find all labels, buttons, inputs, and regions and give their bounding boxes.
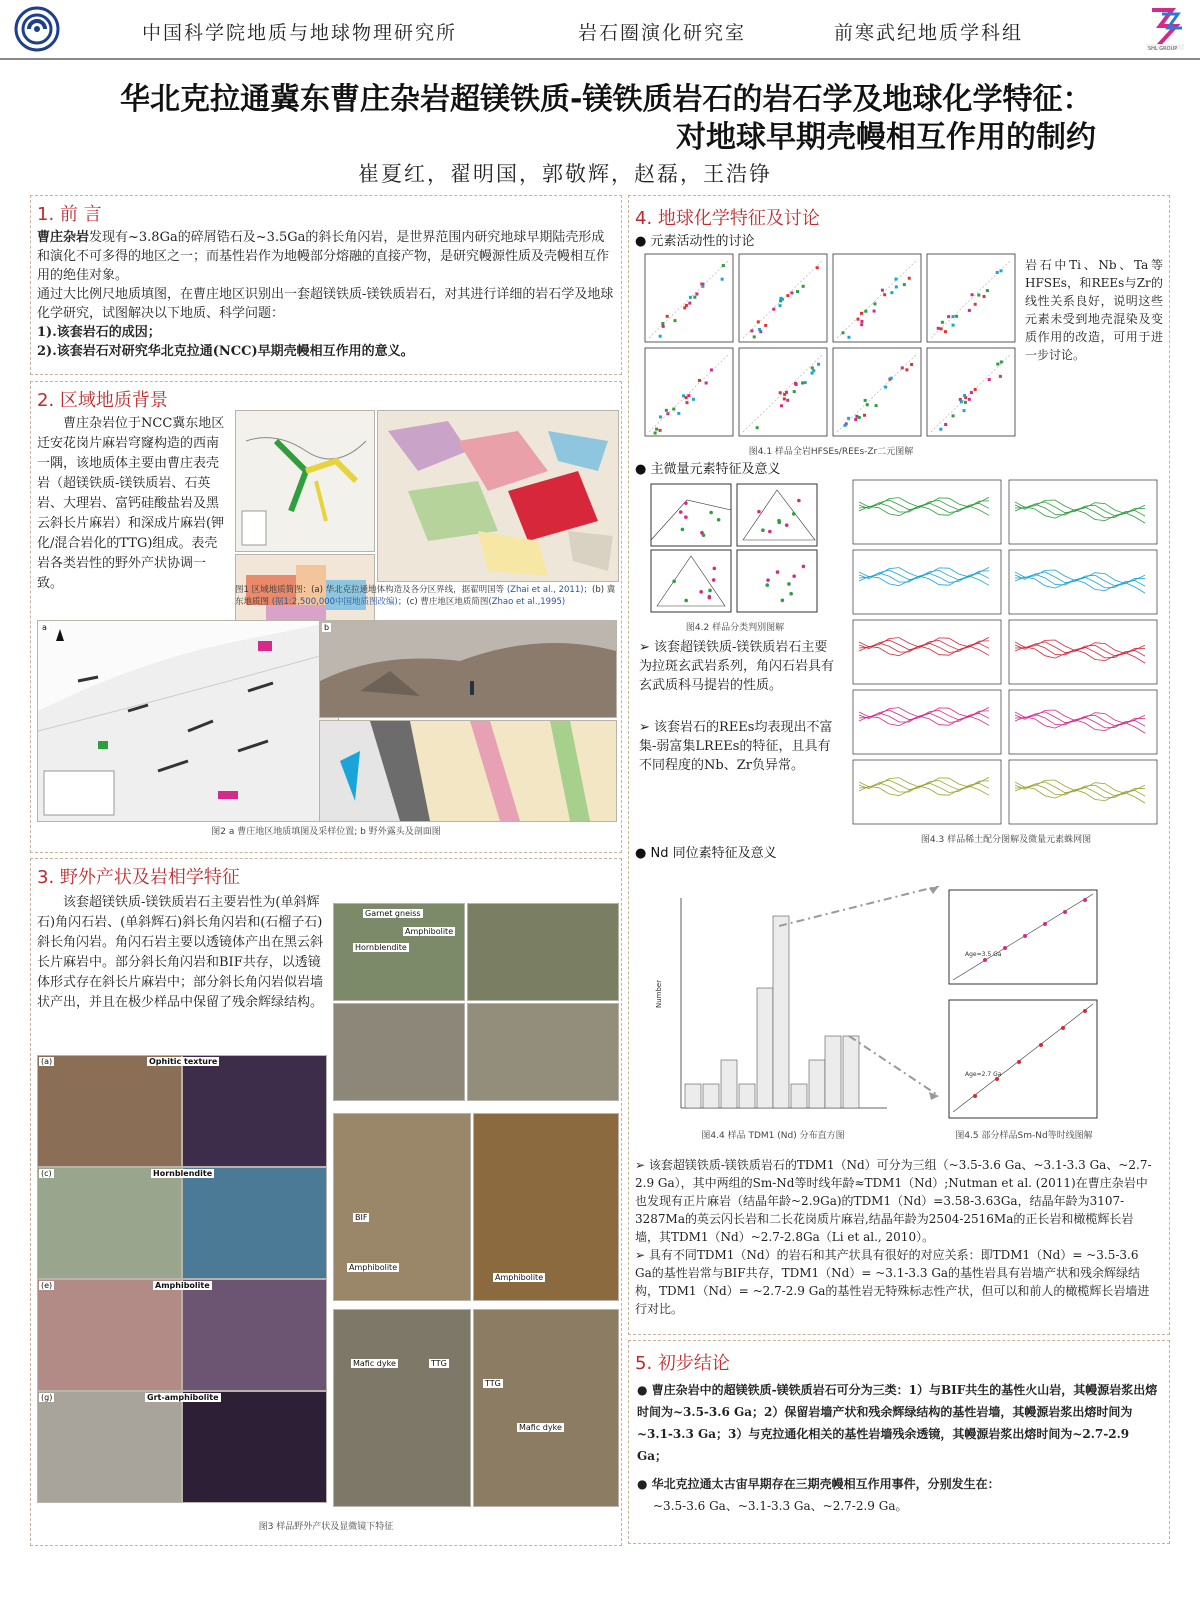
scatter-point <box>764 324 767 327</box>
scatter-point <box>756 426 759 429</box>
class-point <box>776 570 780 574</box>
field-label-amphibolite-3: Amphibolite <box>495 1273 544 1282</box>
class-point <box>781 599 785 603</box>
scatter-point <box>695 292 698 295</box>
section-5-title: 5. 初步结论 <box>635 1353 730 1374</box>
isochron-point <box>1063 910 1067 914</box>
scatter-point <box>939 428 942 431</box>
class-point <box>684 515 688 519</box>
cas-logo-icon <box>12 6 62 52</box>
section-field-petrography <box>30 858 622 1546</box>
scatter-point <box>908 277 911 280</box>
scatter-point <box>654 432 657 435</box>
scatter-point <box>710 368 713 371</box>
nd-bullet-2: ➢ 具有不同TDM1（Nd）的岩石和其产状具有很好的对应关系：即TDM1（Nd）= ~3.5-3.6 Ga的基性岩常与BIF共存，TDM1（Nd）= ~3.1-3.3 Ga的基性岩具有岩墙产状和残余辉绿结构，TDM1（Nd）= ~2.7-2.9 Ga的基性岩无特殊标志性产状，但可以和前人的橄榄辉长岩墙进行对比。 <box>635 1248 1150 1316</box>
scatter-point <box>783 393 786 396</box>
micro-letter-g: (g) <box>41 1393 53 1402</box>
scatter-point <box>801 381 804 384</box>
isochron-point <box>1017 1060 1021 1064</box>
scatter-point <box>662 325 665 328</box>
micro-letter-a: (a) <box>41 1057 53 1066</box>
scatter-point <box>672 408 675 411</box>
scatter-point <box>947 315 950 318</box>
class-point <box>672 579 676 583</box>
scatter-point <box>666 412 669 415</box>
class-point <box>789 592 793 596</box>
scatter-point <box>974 388 977 391</box>
section-geochemistry <box>628 195 1170 1335</box>
field-photo-d <box>467 1003 619 1101</box>
fig1-map-c <box>377 410 619 582</box>
scatter-point <box>894 278 897 281</box>
svg-text:SHL GROUP: SHL GROUP <box>1148 46 1178 52</box>
field-label-hornblendite: Hornblendite <box>355 943 407 952</box>
fig1-caption: 图1 区域地质简图：(a) 华北克拉通地体构造及各分区界线，据翟明国等 (Zhai et al., 2011)；(b) 冀东地质图 (据1:2,500,000中国地质图改编)；(c) 曹庄地区地质简图(Zhao et al.,1995) <box>235 585 616 607</box>
scatter-point <box>804 381 807 384</box>
class-point <box>684 501 688 505</box>
hist-bar <box>739 1084 755 1108</box>
scatter-point <box>937 327 940 330</box>
scatter-point <box>793 390 796 393</box>
micro-label-amphibolite: Amphibolite <box>155 1281 210 1290</box>
dashed-arrows <box>779 886 959 1106</box>
class-point <box>768 530 772 534</box>
micrograph-grt-amphibolite-xpl <box>182 1391 327 1503</box>
scatter-point <box>860 323 863 326</box>
spider-panel <box>853 550 1001 614</box>
field-photo-bif-1 <box>333 1113 471 1301</box>
scatter-point <box>941 321 944 324</box>
isochron-point <box>1043 922 1047 926</box>
field-photo-b <box>467 903 619 1001</box>
class-point <box>802 565 806 569</box>
micrograph-amphibolite-ppl <box>37 1279 182 1391</box>
scatter-point <box>683 306 686 309</box>
class-point <box>681 528 685 532</box>
scatter-point <box>999 375 1002 378</box>
micrograph-amphibolite-xpl <box>182 1279 327 1391</box>
scatter-point <box>816 266 819 269</box>
spider-panel <box>853 480 1001 544</box>
section-regional-geology <box>30 381 622 853</box>
class-point <box>785 523 789 527</box>
scatter-point <box>666 315 669 318</box>
regional-text: 曹庄杂岩位于NCC冀东地区迁安花岗片麻岩穹窿构造的西南一隅，该地质体主要由曹庄表壳岩（超镁铁质-镁铁质岩、石英岩、大理岩、富钙硅酸盐岩及黑云斜长片麻岩）和深成片麻岩(钾化/混合岩化的TTG)组成。表壳岩各类岩性的野外产状协调一致。 <box>37 416 225 591</box>
class-point <box>713 567 717 571</box>
class-point <box>679 510 683 514</box>
hist-bar <box>703 1084 719 1108</box>
isochron-point <box>983 958 987 962</box>
scatter-point <box>860 320 863 323</box>
class-point <box>717 518 721 522</box>
scatter-point <box>659 429 662 432</box>
fig3-caption: 图3 样品野外产状及显微镜下特征 <box>258 1522 394 1532</box>
scatter-point <box>677 412 680 415</box>
field-label-mafic-dyke-2: Mafic dyke <box>519 1423 562 1432</box>
scatter-point <box>952 315 955 318</box>
spider-panel <box>853 690 1001 754</box>
group-name: 前寒武纪地质学科组 <box>834 22 1024 44</box>
class-point <box>684 599 688 603</box>
fig2-outcrop-photo <box>319 620 617 718</box>
micrograph-ophitic-xpl <box>182 1055 327 1167</box>
field-label-amphibolite-1: Amphibolite <box>405 927 454 936</box>
scatter-point <box>884 386 887 389</box>
intro-paragraph-2: 通过大比例尺地质填图，在曹庄地区识别出一套超镁铁质-镁铁质岩石，对其进行详细的岩石学及地球化学研究，试图解决以下地质、科学问题： <box>37 287 614 321</box>
section-1-title: 1. 前 言 <box>37 204 102 225</box>
conclusion-1: ● 曹庄杂岩中的超镁铁质-镁铁质岩石可分为三类：1）与BIF共生的基性火山岩，其幔源岩浆出熔时间为~3.5-3.6 Ga；2）保留岩墙产状和残余辉绿结构的基性岩墙，其幔源岩浆出熔时间为~3.1-3.3 Ga；3）与克拉通化相关的基性岩墙残余透镜，其幔源岩浆出熔时间为~2.7-2.9 Ga； <box>637 1383 1158 1463</box>
fig45-isochron-lower <box>945 996 1101 1122</box>
scatter-point <box>698 379 701 382</box>
hist-ylabel: Number <box>655 979 663 1008</box>
fig45-isochron-upper <box>945 886 1101 988</box>
hist-bar <box>721 1060 737 1108</box>
scatter-point <box>790 291 793 294</box>
field-photo-dyke-1 <box>333 1309 471 1507</box>
scatter-point <box>811 366 814 369</box>
scatter-point <box>940 327 943 330</box>
micro-label-grt-amphibolite: Grt-amphibolite <box>147 1393 219 1402</box>
scatter-point <box>686 401 689 404</box>
fig43-caption: 图4.3 样品稀土配分图解及微量元素蛛网图 <box>920 835 1092 845</box>
scatter-point <box>968 398 971 401</box>
scatter-point <box>786 294 789 297</box>
scatter-point <box>685 396 688 399</box>
isochron-point <box>1039 1043 1043 1047</box>
class-point <box>757 510 761 514</box>
intro-text <box>37 228 615 361</box>
class-point <box>792 512 796 516</box>
scatter-point <box>854 418 857 421</box>
scatter-point <box>758 328 761 331</box>
lab-name: 岩石圈演化研究室 <box>578 22 747 44</box>
scatter-point <box>971 293 974 296</box>
scatter-point <box>682 394 685 397</box>
scatter-point <box>881 289 884 292</box>
authors: 崔夏红，翟明国，郭敬辉，赵磊，王浩铮 <box>358 162 772 186</box>
poster-title-line2: 对地球早期壳幔相互作用的制约 <box>676 120 1096 155</box>
iso-label-lower: Age=2.7 Ga <box>965 1071 1002 1078</box>
iso-label-upper: Age=3.5 Ga <box>965 951 1002 958</box>
scatter-point <box>796 290 799 293</box>
micrograph-hornblendite-ppl <box>37 1167 182 1279</box>
scatter-point <box>844 424 847 427</box>
micro-label-hornblendite: Hornblendite <box>153 1169 213 1178</box>
scatter-point <box>687 394 690 397</box>
scatter-point <box>955 315 958 318</box>
field-label-garnet-gneiss: Garnet gneiss <box>365 909 421 918</box>
scatter-point <box>883 293 886 296</box>
intro-paragraph-1: 发现有~3.8Ga的碎屑锆石及~3.5Ga的斜长角闪岩，是世界范围内研究地球早期陆壳形成和演化不可多得的地区之一；而基性岩作为地幔部分熔融的直接产物，是研究幔源性质及壳幔相互作用的绝佳对象。 <box>37 230 610 283</box>
fig45-caption: 图4.5 部分样品Sm-Nd等时线图解 <box>955 1131 1093 1141</box>
scatter-point <box>692 398 695 401</box>
micrograph-hornblendite-xpl <box>182 1167 327 1279</box>
scatter-point <box>701 285 704 288</box>
scatter-point <box>986 289 989 292</box>
scatter-point <box>901 366 904 369</box>
scatter-point <box>783 397 786 400</box>
scatter-point <box>970 391 973 394</box>
scatter-point <box>779 304 782 307</box>
scatter-point <box>673 319 676 322</box>
nd-bullet-1: ➢ 该套超镁铁质-镁铁质岩石的TDM1（Nd）可分为三组（~3.5-3.6 Ga、~3.1-3.3 Ga、~2.7-2.9 Ga），其中两组的Sm-Nd等时线年龄≈TDM1（Nd）;Nutman et al. (2011)在曹庄杂岩中也发现有正片麻岩（结晶年龄~2.9Ga)的TDM1（Nd）=3.58-3.63Ga，结晶年龄为3107-3287Ma的英云闪长岩和二长花岗质片麻岩,结晶年龄为2504-2516Ma的正长岩和橄榄辉长岩墙，其TDM1（Nd）~2.7-2.8Ga（Li et al., 2010）。 <box>635 1158 1152 1244</box>
isochron-point <box>973 1094 977 1098</box>
fig42-classification-diagrams <box>647 480 823 618</box>
scatter-point <box>659 335 662 338</box>
micro-letter-c: (c) <box>41 1169 52 1178</box>
scatter-point <box>974 303 977 306</box>
class-point <box>699 590 703 594</box>
field-label-bif: BIF <box>355 1213 368 1222</box>
scatter-point <box>817 363 820 366</box>
field-label-ttg-2: TTG <box>485 1379 501 1388</box>
scatter-point <box>860 312 863 315</box>
scatter-point <box>1000 360 1003 363</box>
class-point <box>709 511 713 515</box>
sub-major-trace: ● 主微量元素特征及意义 <box>635 462 781 477</box>
scatter-point <box>944 423 947 426</box>
scatter-point <box>910 363 913 366</box>
scatter-point <box>996 363 999 366</box>
scatter-point <box>750 329 753 332</box>
scatter-point <box>977 294 980 297</box>
fig43-ree-spider-diagrams <box>851 478 1161 830</box>
conclusion-2: ● 华北克拉通太古宙早期存在三期壳幔相互作用事件，分别发生在： ~3.5-3.6 Ga、~3.1-3.3 Ga、~2.7-2.9 Ga。 <box>637 1477 1000 1513</box>
scatter-point <box>705 381 708 384</box>
scatter-point <box>689 296 692 299</box>
class-point <box>708 589 712 593</box>
fig44-caption: 图4.4 样品 TDM1 (Nd) 分布直方图 <box>701 1131 845 1141</box>
scatter-point <box>952 324 955 327</box>
fig2-map-a <box>37 620 339 822</box>
isochron-point <box>1023 934 1027 938</box>
field-label-ttg-1: TTG <box>431 1359 447 1368</box>
scatter-point <box>858 416 861 419</box>
section-2-title: 2. 区域地质背景 <box>37 390 168 411</box>
hist-bar <box>685 1084 701 1108</box>
fig2-cross-section <box>319 720 617 822</box>
scatter-point <box>875 404 878 407</box>
scatter-point <box>786 399 789 402</box>
scatter-point <box>802 285 805 288</box>
scatter-point <box>665 409 668 412</box>
class-point <box>700 531 704 535</box>
section-3-title: 3. 野外产状及岩相学特征 <box>37 867 240 888</box>
scatter-point <box>779 297 782 300</box>
scatter-point <box>983 295 986 298</box>
section-conclusions <box>628 1340 1170 1544</box>
field-label-amphibolite-2: Amphibolite <box>349 1263 398 1272</box>
scatter-point <box>721 278 724 281</box>
scatter-point <box>842 331 845 334</box>
scatter-point <box>661 322 664 325</box>
field-photo-grid <box>333 903 617 1507</box>
sub-nd-isotope: ● Nd 同位素特征及意义 <box>635 846 777 861</box>
scatter-point <box>864 310 867 313</box>
scatter-point <box>890 377 893 380</box>
scatter-point <box>655 428 658 431</box>
fig2-label-a: a <box>42 623 47 632</box>
scatter-point <box>905 368 908 371</box>
scatter-point <box>988 378 991 381</box>
fig1-map-a <box>235 410 375 552</box>
scatter-point <box>779 391 782 394</box>
poster-title-line1: 华北克拉通冀东曹庄杂岩超镁铁质-镁铁质岩石的岩石学及地球化学特征： <box>120 82 1093 117</box>
scatter-point <box>968 309 971 312</box>
scatter-point <box>847 417 850 420</box>
class-point <box>792 574 796 578</box>
spider-panel <box>853 620 1001 684</box>
section-introduction <box>30 195 622 375</box>
institute-name: 中国科学院地质与地球物理研究所 <box>142 22 458 44</box>
scatter-point <box>1000 269 1003 272</box>
scatter-point <box>963 409 966 412</box>
field-photo-c <box>333 1003 465 1101</box>
class-point <box>765 583 769 587</box>
micrograph-grt-amphibolite-ppl <box>37 1391 182 1503</box>
scatter-point <box>873 302 876 305</box>
scatter-point <box>866 403 869 406</box>
scatter-point <box>856 318 859 321</box>
class-point <box>787 582 791 586</box>
scatter-point <box>794 382 797 385</box>
scatter-point <box>903 283 906 286</box>
scatter-point <box>693 296 696 299</box>
micro-letter-e: (e) <box>41 1281 53 1290</box>
scatter-point <box>659 415 662 418</box>
header-bar <box>0 0 1200 60</box>
scatter-point <box>688 302 691 305</box>
intro-bold-term: 曹庄杂岩 <box>37 230 90 245</box>
micrograph-ophitic-ppl <box>37 1055 182 1167</box>
micrograph-grid <box>37 1055 327 1507</box>
fig2-label-b: b <box>324 623 330 632</box>
group-logo-icon <box>1138 4 1190 54</box>
field-photo-dyke-2 <box>473 1309 619 1507</box>
scatter-point <box>863 414 866 417</box>
scatter-point <box>996 271 999 274</box>
scatter-point <box>890 291 893 294</box>
class-point <box>712 578 716 582</box>
scatter-point <box>952 414 955 417</box>
scatter-point <box>811 372 814 375</box>
isochron-point <box>1083 1009 1087 1013</box>
intro-question-1: 1).该套岩石的成因； <box>37 325 161 340</box>
fig41-caption: 图4.1 样品全岩HFSEs/REEs-Zr二元图解 <box>748 447 914 457</box>
scatter-point <box>944 330 947 333</box>
scatter-point <box>873 310 876 313</box>
section-4-title: 4. 地球化学特征及讨论 <box>635 208 820 229</box>
scatter-point <box>864 399 867 402</box>
scatter-point <box>722 264 725 267</box>
class-point <box>761 528 765 532</box>
scatter-point <box>964 401 967 404</box>
fig41-scatter-grid <box>643 252 1019 442</box>
scatter-point <box>780 404 783 407</box>
element-mobility-text: 岩石中Ti、Nb、Ta等HFSEs，和REEs与Zr的线性关系良好，说明这些元素未受到地壳混染及变质作用的改造，可用于进一步讨论。 <box>1025 258 1163 362</box>
scatter-point <box>772 308 775 311</box>
scatter-point <box>960 400 963 403</box>
scatter-point <box>757 320 760 323</box>
scatter-point <box>847 336 850 339</box>
hist-bar <box>757 988 773 1108</box>
isochron-point <box>1083 898 1087 902</box>
class-point <box>708 596 712 600</box>
micro-label-ophitic: Ophitic texture <box>149 1057 218 1066</box>
field-label-mafic-dyke-1: Mafic dyke <box>353 1359 396 1368</box>
class-point <box>766 578 770 582</box>
isochron-point <box>1061 1026 1065 1030</box>
class-point <box>797 499 801 503</box>
major-trace-bullet-1: ➢ 该套超镁铁质-镁铁质岩石主要为拉斑玄武岩系列，角闪石岩具有玄武质科马提岩的性质。 <box>639 640 835 693</box>
class-point <box>777 519 781 523</box>
scatter-point <box>753 335 756 338</box>
scatter-point <box>963 394 966 397</box>
scatter-point <box>895 285 898 288</box>
fig42-caption: 图4.2 样品分类判别图解 <box>685 623 785 633</box>
major-trace-bullet-2: ➢ 该套岩石的REEs均表现出不富集-弱富集LREEs的特征，且具有不同程度的Nb、Zr负异常。 <box>639 720 833 773</box>
field-text: 该套超镁铁质-镁铁质岩石主要岩性为(单斜辉石)角闪石岩、(单斜辉石)斜长角闪岩和(石榴子石)斜长角闪岩。角闪石岩主要以透镜体产出在黑云斜长片麻岩中。部分斜长角闪岩和BIF共存，以透镜体形式存在斜长片麻岩中；部分斜长角闪岩似岩墙状产出，并且在极少样品中保留了残余辉绿结构。 <box>37 895 324 1010</box>
sub-element-mobility: ● 元素活动性的讨论 <box>635 234 755 249</box>
intro-question-2: 2).该套岩石对研究华北克拉通(NCC)早期壳幔相互作用的意义。 <box>37 344 414 359</box>
spider-panel <box>853 760 1001 824</box>
fig2-caption: 图2 a 曹庄地区地质填图及采样位置; b 野外露头及剖面图 <box>211 827 441 837</box>
isochron-point <box>1003 946 1007 950</box>
